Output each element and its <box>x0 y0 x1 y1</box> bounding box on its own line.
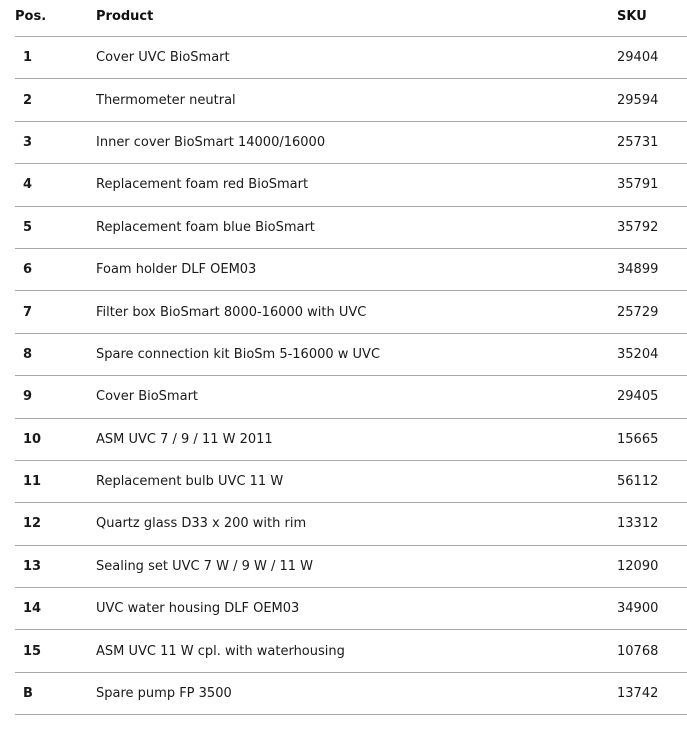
table-row <box>15 79 687 121</box>
row-sku: 10768 <box>617 643 659 659</box>
header-product: Product <box>96 9 154 24</box>
table-row <box>15 334 687 376</box>
row-pos: 10 <box>23 431 42 447</box>
row-sku: 35792 <box>617 219 659 235</box>
row-sku: 29404 <box>617 50 659 66</box>
table-row <box>15 376 687 418</box>
header-sku: SKU <box>617 9 647 24</box>
header-pos: Pos. <box>15 9 47 24</box>
row-sku: 25729 <box>617 304 659 320</box>
row-pos: 9 <box>23 389 33 405</box>
table-row <box>15 207 687 249</box>
row-pos: 5 <box>23 219 33 235</box>
row-product: Inner cover BioSmart 14000/16000 <box>96 134 326 150</box>
row-product: UVC water housing DLF OEM03 <box>96 601 300 617</box>
table-row <box>15 546 687 588</box>
table-row <box>15 630 687 672</box>
table-row <box>15 164 687 206</box>
row-product: ASM UVC 7 / 9 / 11 W 2011 <box>96 431 273 447</box>
row-sku: 25731 <box>617 134 659 150</box>
row-sku: 34899 <box>617 262 659 278</box>
row-pos: 6 <box>23 262 33 278</box>
row-sku: 56112 <box>617 474 659 490</box>
row-sku: 13742 <box>617 686 659 702</box>
row-product: Thermometer neutral <box>96 92 236 108</box>
table-row <box>15 37 687 79</box>
row-product: Sealing set UVC 7 W / 9 W / 11 W <box>96 558 314 574</box>
row-product: Foam holder DLF OEM03 <box>96 262 257 278</box>
row-pos: 15 <box>23 643 42 659</box>
row-pos: 2 <box>23 92 33 108</box>
table-row <box>15 461 687 503</box>
row-product: Cover BioSmart <box>96 389 199 405</box>
row-sku: 12090 <box>617 558 659 574</box>
row-product: Replacement foam red BioSmart <box>96 177 309 193</box>
parts-table <box>15 0 687 715</box>
row-pos: 12 <box>23 516 42 532</box>
row-pos: 13 <box>23 558 42 574</box>
row-pos: 7 <box>23 304 33 320</box>
row-sku: 29594 <box>617 92 659 108</box>
row-product: Replacement bulb UVC 11 W <box>96 474 284 490</box>
table-row <box>15 419 687 461</box>
row-sku: 13312 <box>617 516 659 532</box>
table-row <box>15 673 687 715</box>
row-pos: 8 <box>23 346 33 362</box>
row-product: Cover UVC BioSmart <box>96 50 230 66</box>
row-product: Spare connection kit BioSm 5-16000 w UVC <box>96 346 381 362</box>
row-product: Replacement foam blue BioSmart <box>96 219 315 235</box>
row-sku: 15665 <box>617 431 659 447</box>
row-sku: 29405 <box>617 389 659 405</box>
row-sku: 34900 <box>617 601 659 617</box>
row-sku: 35204 <box>617 346 659 362</box>
table-row <box>15 122 687 164</box>
row-product: Spare pump FP 3500 <box>96 686 232 702</box>
table-row <box>15 503 687 545</box>
table-row <box>15 249 687 291</box>
row-pos: 1 <box>23 50 33 66</box>
row-sku: 35791 <box>617 177 659 193</box>
row-product: Filter box BioSmart 8000-16000 with UVC <box>96 304 367 320</box>
row-product: ASM UVC 11 W cpl. with waterhousing <box>96 643 345 659</box>
table-header <box>15 0 687 37</box>
row-pos: B <box>23 686 33 702</box>
row-pos: 3 <box>23 134 33 150</box>
table-row <box>15 588 687 630</box>
row-product: Quartz glass D33 x 200 with rim <box>96 516 307 532</box>
row-pos: 4 <box>23 177 33 193</box>
row-pos: 14 <box>23 601 42 617</box>
table-row <box>15 291 687 333</box>
row-pos: 11 <box>23 474 42 490</box>
